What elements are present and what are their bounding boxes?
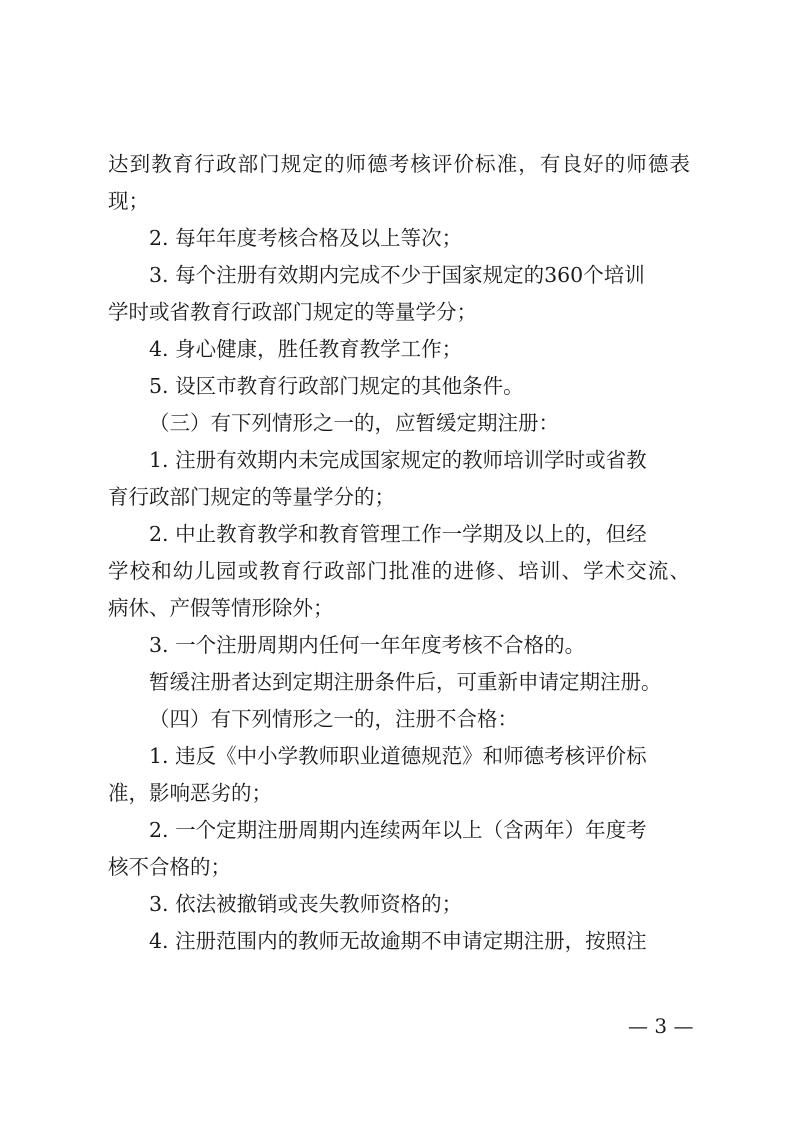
text-line-1-char: 政	[215, 152, 237, 176]
text-line-1-char: 规	[280, 152, 302, 176]
text-line-12-char: 、	[496, 559, 518, 583]
text-line-1-char: 到	[129, 152, 151, 176]
text-line-12-char: 幼	[172, 559, 194, 583]
text-line-12-char: 园	[215, 559, 237, 583]
text-line-4: 3. 每个注册有效期内完成不少于国家规定的360个培训	[149, 263, 645, 287]
text-line-12	[0, 559, 794, 583]
text-line-12-char: 、	[561, 559, 582, 583]
text-line-1-char: 部	[237, 152, 259, 176]
text-line-19: 2. 一个定期注册周期内连续两年以上（含两年）年度考	[149, 818, 647, 842]
text-line-1-char: 表	[669, 152, 690, 176]
text-line-1-char: 价	[453, 152, 474, 176]
text-line-1	[0, 152, 794, 176]
text-line-10: 育行政部门规定的等量学分的；	[108, 485, 395, 509]
section-heading-4: （四）有下列情形之一的，注册不合格：	[149, 707, 518, 731]
text-line-12-char: 流	[647, 559, 669, 583]
text-line-13: 病休、产假等情形除外；	[108, 596, 334, 620]
text-line-17: 1. 违反《中小学教师职业道德规范》和师德考核评价标	[149, 744, 647, 768]
text-line-7: 5. 设区市教育行政部门规定的其他条件。	[149, 374, 524, 398]
text-line-1-char: 标	[475, 152, 496, 176]
text-line-1-char: 行	[194, 152, 215, 176]
text-line-1-char: 良	[561, 152, 582, 176]
text-line-12-char: 儿	[194, 559, 215, 583]
text-line-14: 3. 一个注册周期内任何一年年度考核不合格的。	[149, 633, 586, 657]
text-line-12-char: 训	[539, 559, 561, 583]
text-line-12-char: 门	[367, 559, 388, 583]
text-line-12-char: 部	[345, 559, 367, 583]
text-line-1-char: 德	[367, 152, 388, 176]
text-line-1-char: 师	[626, 152, 647, 176]
text-line-12-char: 交	[626, 559, 647, 583]
text-line-12-char: 、	[669, 559, 690, 583]
text-line-12-char: 培	[518, 559, 539, 583]
text-line-12-char: 进	[453, 559, 474, 583]
text-line-1-char: 定	[302, 152, 323, 176]
text-line-1-char: 准	[496, 152, 518, 176]
text-line-1-char: 教	[151, 152, 172, 176]
text-line-12-char: 政	[323, 559, 345, 583]
text-line-1-char: 门	[259, 152, 280, 176]
text-line-1-char: 达	[108, 152, 129, 176]
text-line-12-char: 学	[583, 559, 604, 583]
text-line-12-char: 学	[108, 559, 129, 583]
text-line-18: 准，影响恶劣的；	[108, 781, 272, 805]
text-line-12-char: 育	[280, 559, 302, 583]
text-line-12-char: 和	[151, 559, 172, 583]
text-line-6: 4. 身心健康，胜任教育教学工作；	[149, 337, 463, 361]
text-line-1-char: 的	[604, 152, 626, 176]
text-line-12-char: 行	[302, 559, 323, 583]
text-line-1-char: 的	[323, 152, 345, 176]
text-line-21: 3. 依法被撤销或丧失教师资格的；	[149, 892, 463, 916]
text-line-12-char: 或	[237, 559, 259, 583]
page-number: — 3 —	[628, 1014, 694, 1038]
text-line-2: 现；	[108, 189, 149, 213]
text-line-22: 4. 注册范围内的教师无故逾期不申请定期注册，按照注	[149, 929, 647, 953]
text-line-12-char: 术	[604, 559, 626, 583]
text-line-1-char: ，	[518, 152, 539, 176]
text-line-11: 2. 中止教育教学和教育管理工作一学期及以上的，但经	[149, 522, 647, 546]
text-line-15: 暂缓注册者达到定期注册条件后，可重新申请定期注册。	[149, 670, 662, 694]
text-line-12-char: 批	[388, 559, 410, 583]
text-line-1-char: 德	[647, 152, 669, 176]
text-line-1-char: 考	[388, 152, 410, 176]
text-line-1-char: 育	[172, 152, 194, 176]
text-line-1-char: 核	[410, 152, 431, 176]
text-line-1-char: 师	[345, 152, 367, 176]
text-line-12-char: 的	[431, 559, 453, 583]
text-line-12-char: 教	[259, 559, 280, 583]
text-line-1-char: 好	[583, 152, 604, 176]
text-line-1-char: 有	[539, 152, 561, 176]
section-heading-3: （三）有下列情形之一的，应暂缓定期注册：	[149, 411, 559, 435]
text-line-9: 1. 注册有效期内未完成国家规定的教师培训学时或省教	[149, 448, 647, 472]
text-line-12-char: 校	[129, 559, 151, 583]
text-line-20: 核不合格的；	[108, 855, 231, 879]
text-line-12-char: 修	[475, 559, 496, 583]
text-line-3: 2. 每年年度考核合格及以上等次；	[149, 226, 463, 250]
text-line-5: 学时或省教育行政部门规定的等量学分；	[108, 300, 477, 324]
text-line-1-char: 评	[431, 152, 453, 176]
text-line-12-char: 准	[410, 559, 431, 583]
